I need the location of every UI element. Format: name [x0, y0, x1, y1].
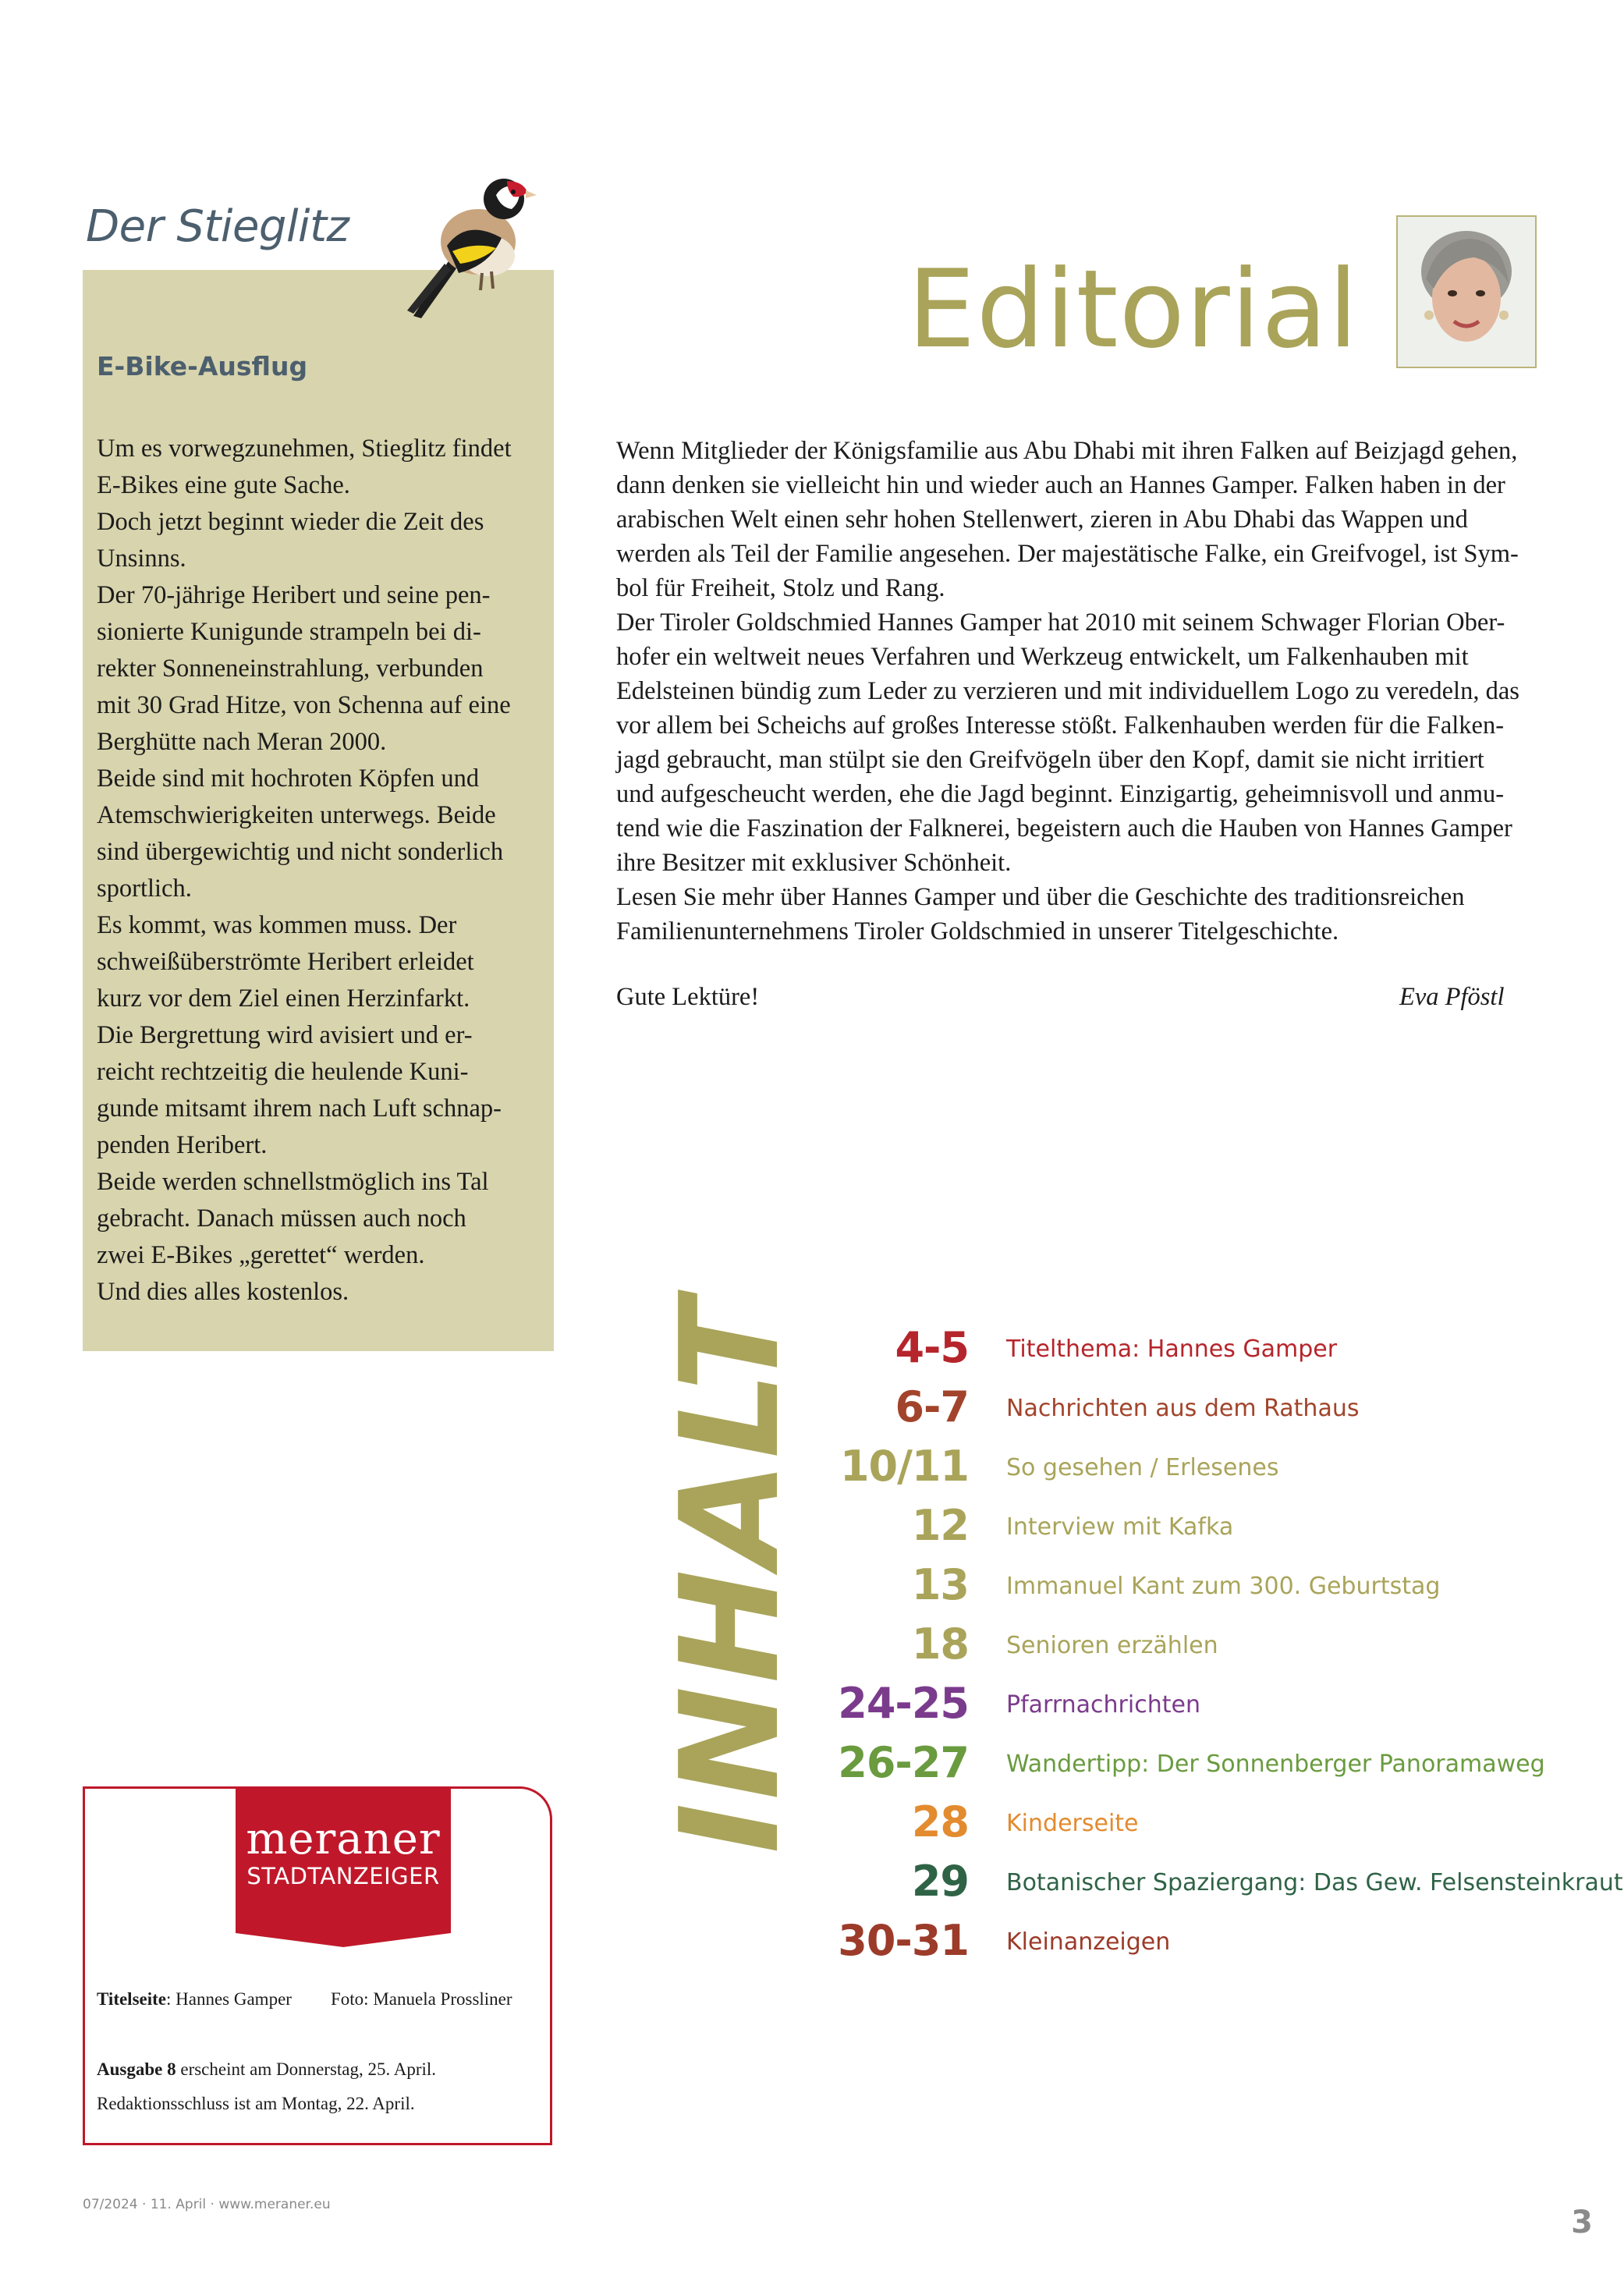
- stieglitz-line: sportlich.: [97, 874, 192, 903]
- editorial-line: und aufgescheucht werden, ehe die Jagd beginnt. Einzigartig, geheimnisvoll und anmu-: [616, 780, 1505, 808]
- stieglitz-line: mit 30 Grad Hitze, von Schenna auf eine: [97, 691, 511, 719]
- stieglitz-line: Berghütte nach Meran 2000.: [97, 728, 387, 756]
- deadline-info: Redaktionsschluss ist am Montag, 22. April.: [97, 2094, 415, 2113]
- stieglitz-line: Es kommt, was kommen muss. Der: [97, 911, 457, 939]
- stieglitz-line: Der 70-jährige Heribert und seine pen-: [97, 581, 491, 609]
- toc-title: Wandertipp: Der Sonnenberger Panoramaweg: [1006, 1751, 1545, 1778]
- toc-item[interactable]: [827, 1857, 1623, 1913]
- issue-info: [97, 2059, 436, 2080]
- toc-page-number: 4-5: [895, 1323, 969, 1372]
- stieglitz-line: Doch jetzt beginnt wieder die Zeit des: [97, 508, 484, 536]
- toc-title: So gesehen / Erlesenes: [1006, 1454, 1279, 1481]
- editorial-line: ihre Besitzer mit exklusiver Schönheit.: [616, 849, 1012, 877]
- masthead-subtitle: STADTANZEIGER: [246, 1863, 440, 1889]
- stieglitz-line: reicht rechtzeitig die heulende Kuni-: [97, 1058, 469, 1086]
- stieglitz-line: Atemschwierigkeiten unterwegs. Beide: [97, 801, 496, 829]
- toc-item[interactable]: [827, 1916, 1576, 1972]
- author-portrait-icon: [1398, 217, 1535, 367]
- goldfinch-icon: [404, 164, 537, 320]
- toc-page-number: 12: [911, 1501, 969, 1550]
- editorial-line: arabischen Welt einen sehr hohen Stellenwert, zieren in Abu Dhabi das Wappen und: [616, 506, 1468, 534]
- issue-text: erscheint am Donnerstag, 25. April.: [176, 2059, 437, 2079]
- editorial-title: Editorial: [907, 247, 1359, 372]
- page-number: 3: [1571, 2205, 1593, 2240]
- stieglitz-heading: E-Bike-Ausflug: [97, 351, 308, 381]
- editorial-line: werden als Teil der Familie angesehen. Der majestätische Falke, ein Greifvogel, ist Sym-: [616, 540, 1519, 568]
- toc-item[interactable]: [827, 1797, 1576, 1854]
- toc-item[interactable]: [827, 1323, 1576, 1379]
- toc-item[interactable]: [827, 1501, 1576, 1557]
- stieglitz-line: kurz vor dem Ziel einen Herzinfarkt.: [97, 984, 470, 1013]
- toc-item[interactable]: [827, 1679, 1576, 1735]
- toc-page-number: 13: [911, 1560, 969, 1609]
- stieglitz-line: rekter Sonneneinstrahlung, verbunden: [97, 655, 484, 683]
- editorial-line: Familienunternehmens Tiroler Goldschmied in unserer Titelgeschichte.: [616, 917, 1339, 945]
- toc-page-number: 6-7: [895, 1382, 969, 1431]
- stieglitz-title: Der Stieglitz: [86, 201, 349, 252]
- toc-page-number: 24-25: [838, 1679, 969, 1728]
- toc-item[interactable]: [827, 1619, 1576, 1676]
- toc-title: Pfarrnachrichten: [1006, 1691, 1200, 1719]
- stieglitz-line: Beide werden schnellstmöglich ins Tal: [97, 1168, 489, 1196]
- editorial-line: Edelsteinen bündig zum Leder zu verzieren und mit individuellem Logo zu veredeln, das: [616, 677, 1519, 705]
- toc-page-number: 26-27: [838, 1738, 969, 1787]
- toc-title: Titelthema: Hannes Gamper: [1006, 1336, 1338, 1363]
- toc-title: Kinderseite: [1006, 1810, 1139, 1837]
- editorial-text: [616, 434, 1552, 949]
- author-photo: [1396, 215, 1537, 368]
- stieglitz-line: penden Heribert.: [97, 1131, 268, 1159]
- editorial-line: bol für Freiheit, Stolz und Rang.: [616, 574, 945, 602]
- editorial-line: hofer ein weltweit neues Verfahren und Werkzeug entwickelt, um Falkenhauben mit: [616, 643, 1469, 671]
- cover-credit: [97, 1989, 292, 2010]
- inhalt-heading: INHALT: [651, 1295, 810, 1854]
- stieglitz-line: sind übergewichtig und nicht sonderlich: [97, 838, 504, 866]
- editorial-line: Der Tiroler Goldschmied Hannes Gamper hat 2010 mit seinem Schwager Florian Ober-: [616, 608, 1505, 637]
- toc-title: Interview mit Kafka: [1006, 1513, 1234, 1541]
- stieglitz-line: Unsinns.: [97, 545, 186, 573]
- toc-page-number: 18: [911, 1619, 969, 1669]
- toc-item[interactable]: [827, 1738, 1576, 1794]
- footer-info: 07/2024 · 11. April · www.meraner.eu: [83, 2197, 331, 2212]
- stieglitz-line: Um es vorwegzunehmen, Stieglitz findet: [97, 435, 512, 463]
- toc-title: Kleinanzeigen: [1006, 1928, 1171, 1956]
- toc-title: Botanischer Spaziergang: Das Gew. Felsensteinkraut: [1006, 1869, 1623, 1896]
- stieglitz-line: zwei E-Bikes „gerettet“ werden.: [97, 1241, 425, 1269]
- editorial-author: Eva Pföstl: [1399, 983, 1505, 1011]
- issue-label: Ausgabe 8: [97, 2059, 176, 2079]
- stieglitz-line: gebracht. Danach müssen auch noch: [97, 1204, 466, 1233]
- stieglitz-line: Die Bergrettung wird avisiert und er-: [97, 1021, 473, 1049]
- toc-title: Nachrichten aus dem Rathaus: [1006, 1395, 1360, 1422]
- masthead-name: meraner: [246, 1814, 441, 1864]
- cover-label: Titelseite: [97, 1989, 166, 2009]
- toc-title: Immanuel Kant zum 300. Geburtstag: [1006, 1573, 1441, 1600]
- toc-title: Senioren erzählen: [1006, 1632, 1218, 1659]
- toc-item[interactable]: [827, 1560, 1576, 1616]
- toc-page-number: 28: [911, 1797, 969, 1846]
- stieglitz-line: gunde mitsamt ihrem nach Luft schnap-: [97, 1094, 502, 1123]
- stieglitz-line: E-Bikes eine gute Sache.: [97, 471, 350, 499]
- photo-credit: Foto: Manuela Prossliner: [331, 1989, 512, 2009]
- toc-item[interactable]: [827, 1442, 1576, 1498]
- stieglitz-line: Beide sind mit hochroten Köpfen und: [97, 764, 480, 793]
- editorial-line: Lesen Sie mehr über Hannes Gamper und über die Geschichte des traditionsreichen: [616, 883, 1465, 911]
- editorial-line: tend wie die Faszination der Falknerei, begeistern auch die Hauben von Hannes Gamper: [616, 814, 1512, 843]
- toc-page-number: 30-31: [838, 1916, 969, 1965]
- cover-value: : Hannes Gamper: [166, 1989, 292, 2009]
- editorial-line: jagd gebraucht, man stülpt sie den Greifvögeln über den Kopf, damit sie nicht irritiert: [616, 746, 1484, 774]
- editorial-line: vor allem bei Scheichs auf großes Interesse stößt. Falkenhauben werden für die Falken-: [616, 711, 1505, 740]
- stieglitz-line: sionierte Kunigunde strampeln bei di-: [97, 618, 481, 646]
- toc-page-number: 29: [911, 1857, 969, 1906]
- editorial-closing: Gute Lektüre!: [616, 983, 760, 1011]
- editorial-line: dann denken sie vielleicht hin und wieder auch an Hannes Gamper. Falken haben in der: [616, 471, 1505, 499]
- toc-page-number: 10/11: [839, 1442, 969, 1491]
- stieglitz-line: Und dies alles kostenlos.: [97, 1278, 349, 1306]
- editorial-line: Wenn Mitglieder der Königsfamilie aus Abu Dhabi mit ihren Falken auf Beizjagd gehen,: [616, 437, 1518, 465]
- stieglitz-line: schweißüberströmte Heribert erleidet: [97, 948, 474, 976]
- toc-item[interactable]: [827, 1382, 1576, 1438]
- stieglitz-text: [97, 431, 541, 1311]
